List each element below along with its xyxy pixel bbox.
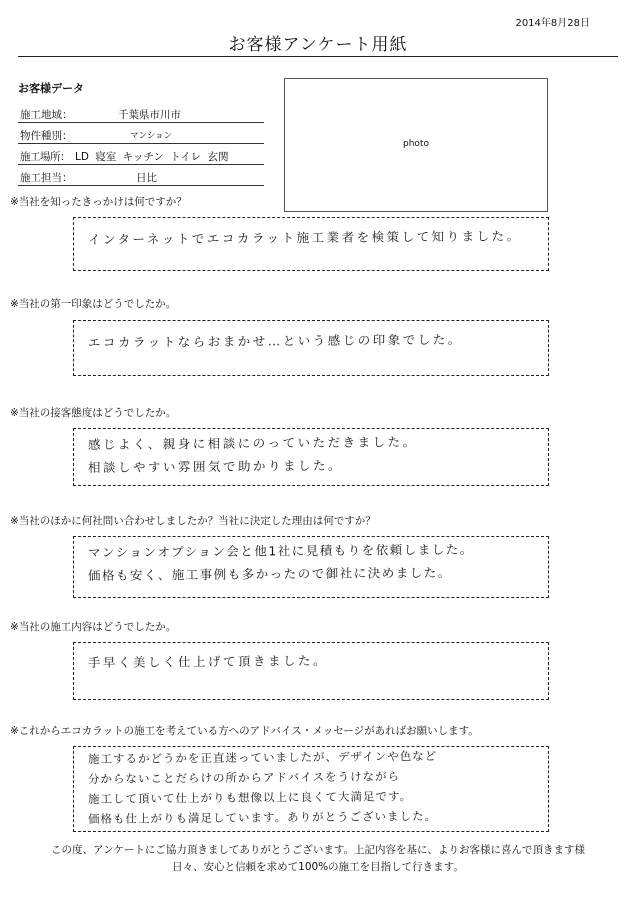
- customer-data-heading: お客様データ: [18, 82, 84, 95]
- info-row-staff: [18, 167, 264, 186]
- info-label: 施工地域：: [20, 109, 73, 121]
- answer-line: 手早く美しく仕上げて頂きました。: [87, 652, 329, 670]
- info-value: 日比: [136, 172, 157, 184]
- info-row-area: [18, 104, 264, 123]
- footer-message-2: 日々、安心と信頼を求めて100%の施工を目指して行きます。: [172, 861, 464, 873]
- photo-label: photo: [403, 139, 429, 149]
- question-2: ※当社の第一印象はどうでしたか。: [10, 298, 177, 310]
- answer-line: エコカラットならおまかせ…という感じの印象でした。: [87, 331, 463, 350]
- answer-box-6: [73, 746, 549, 832]
- answer-line: インターネットでエコカラット施工業者を検策して知りました。: [87, 228, 522, 247]
- info-row-location: [18, 146, 264, 165]
- answer-line: 価格も安く、施工事例も多かったので御社に決めました。: [87, 564, 452, 583]
- answer-line: マンションオプション会と他1社に見積もりを依頼しました。: [87, 541, 474, 560]
- info-value: LD 寝室 キッチン トイレ 玄関: [75, 151, 229, 163]
- question-1: ※当社を知ったきっかけは何ですか？: [10, 196, 187, 208]
- info-row-property-type: [18, 125, 264, 144]
- info-label: 施工担当：: [20, 172, 73, 184]
- question-5: ※当社の施工内容はどうでしたか。: [10, 621, 177, 633]
- question-3: ※当社の接客態度はどうでしたか。: [10, 407, 177, 419]
- question-4: ※当社のほかに何社問い合わせしましたか？当社に決定した理由は何ですか？: [10, 515, 376, 527]
- answer-line: 施工するかどうかを正直迷っていましたが、デザインや色など: [87, 748, 438, 766]
- answer-box-2: [73, 320, 549, 376]
- answer-line: 相談しやすい雰囲気で助かりました。: [87, 457, 344, 475]
- answer-line: 施工して頂いて仕上がりも想像以上に良くて大満足です。: [87, 789, 413, 806]
- info-label: 施工場所：: [20, 151, 70, 163]
- title-divider: [18, 56, 618, 57]
- answer-box-5: [73, 642, 549, 700]
- info-label: 物件種別：: [20, 130, 73, 142]
- answer-line: 感じよく、親身に相談にのっていただきました。: [87, 434, 418, 452]
- page-title: お客様アンケート用紙: [228, 35, 408, 55]
- info-value: マンション: [130, 131, 173, 141]
- answer-line: 分からないことだらけの所からアドバイスをうけながら: [87, 769, 401, 786]
- survey-date: 2014年8月28日: [515, 18, 590, 29]
- answer-box-4: [73, 536, 549, 598]
- answer-box-1: [73, 217, 549, 271]
- question-6: ※これからエコカラットの施工を考えている方へのアドバイス・メッセージがあればお願いします。: [10, 725, 479, 737]
- photo-placeholder: [284, 78, 548, 212]
- answer-line: 価格も仕上がりも満足しています。ありがとうございました。: [87, 808, 438, 826]
- answer-box-3: [73, 428, 549, 486]
- footer-message-1: この度、アンケートにご協力頂きましてありがとうございます。上記内容を基に、よりお客様に喜んで頂きます様: [50, 844, 586, 856]
- info-value: 千葉県市川市: [118, 109, 181, 121]
